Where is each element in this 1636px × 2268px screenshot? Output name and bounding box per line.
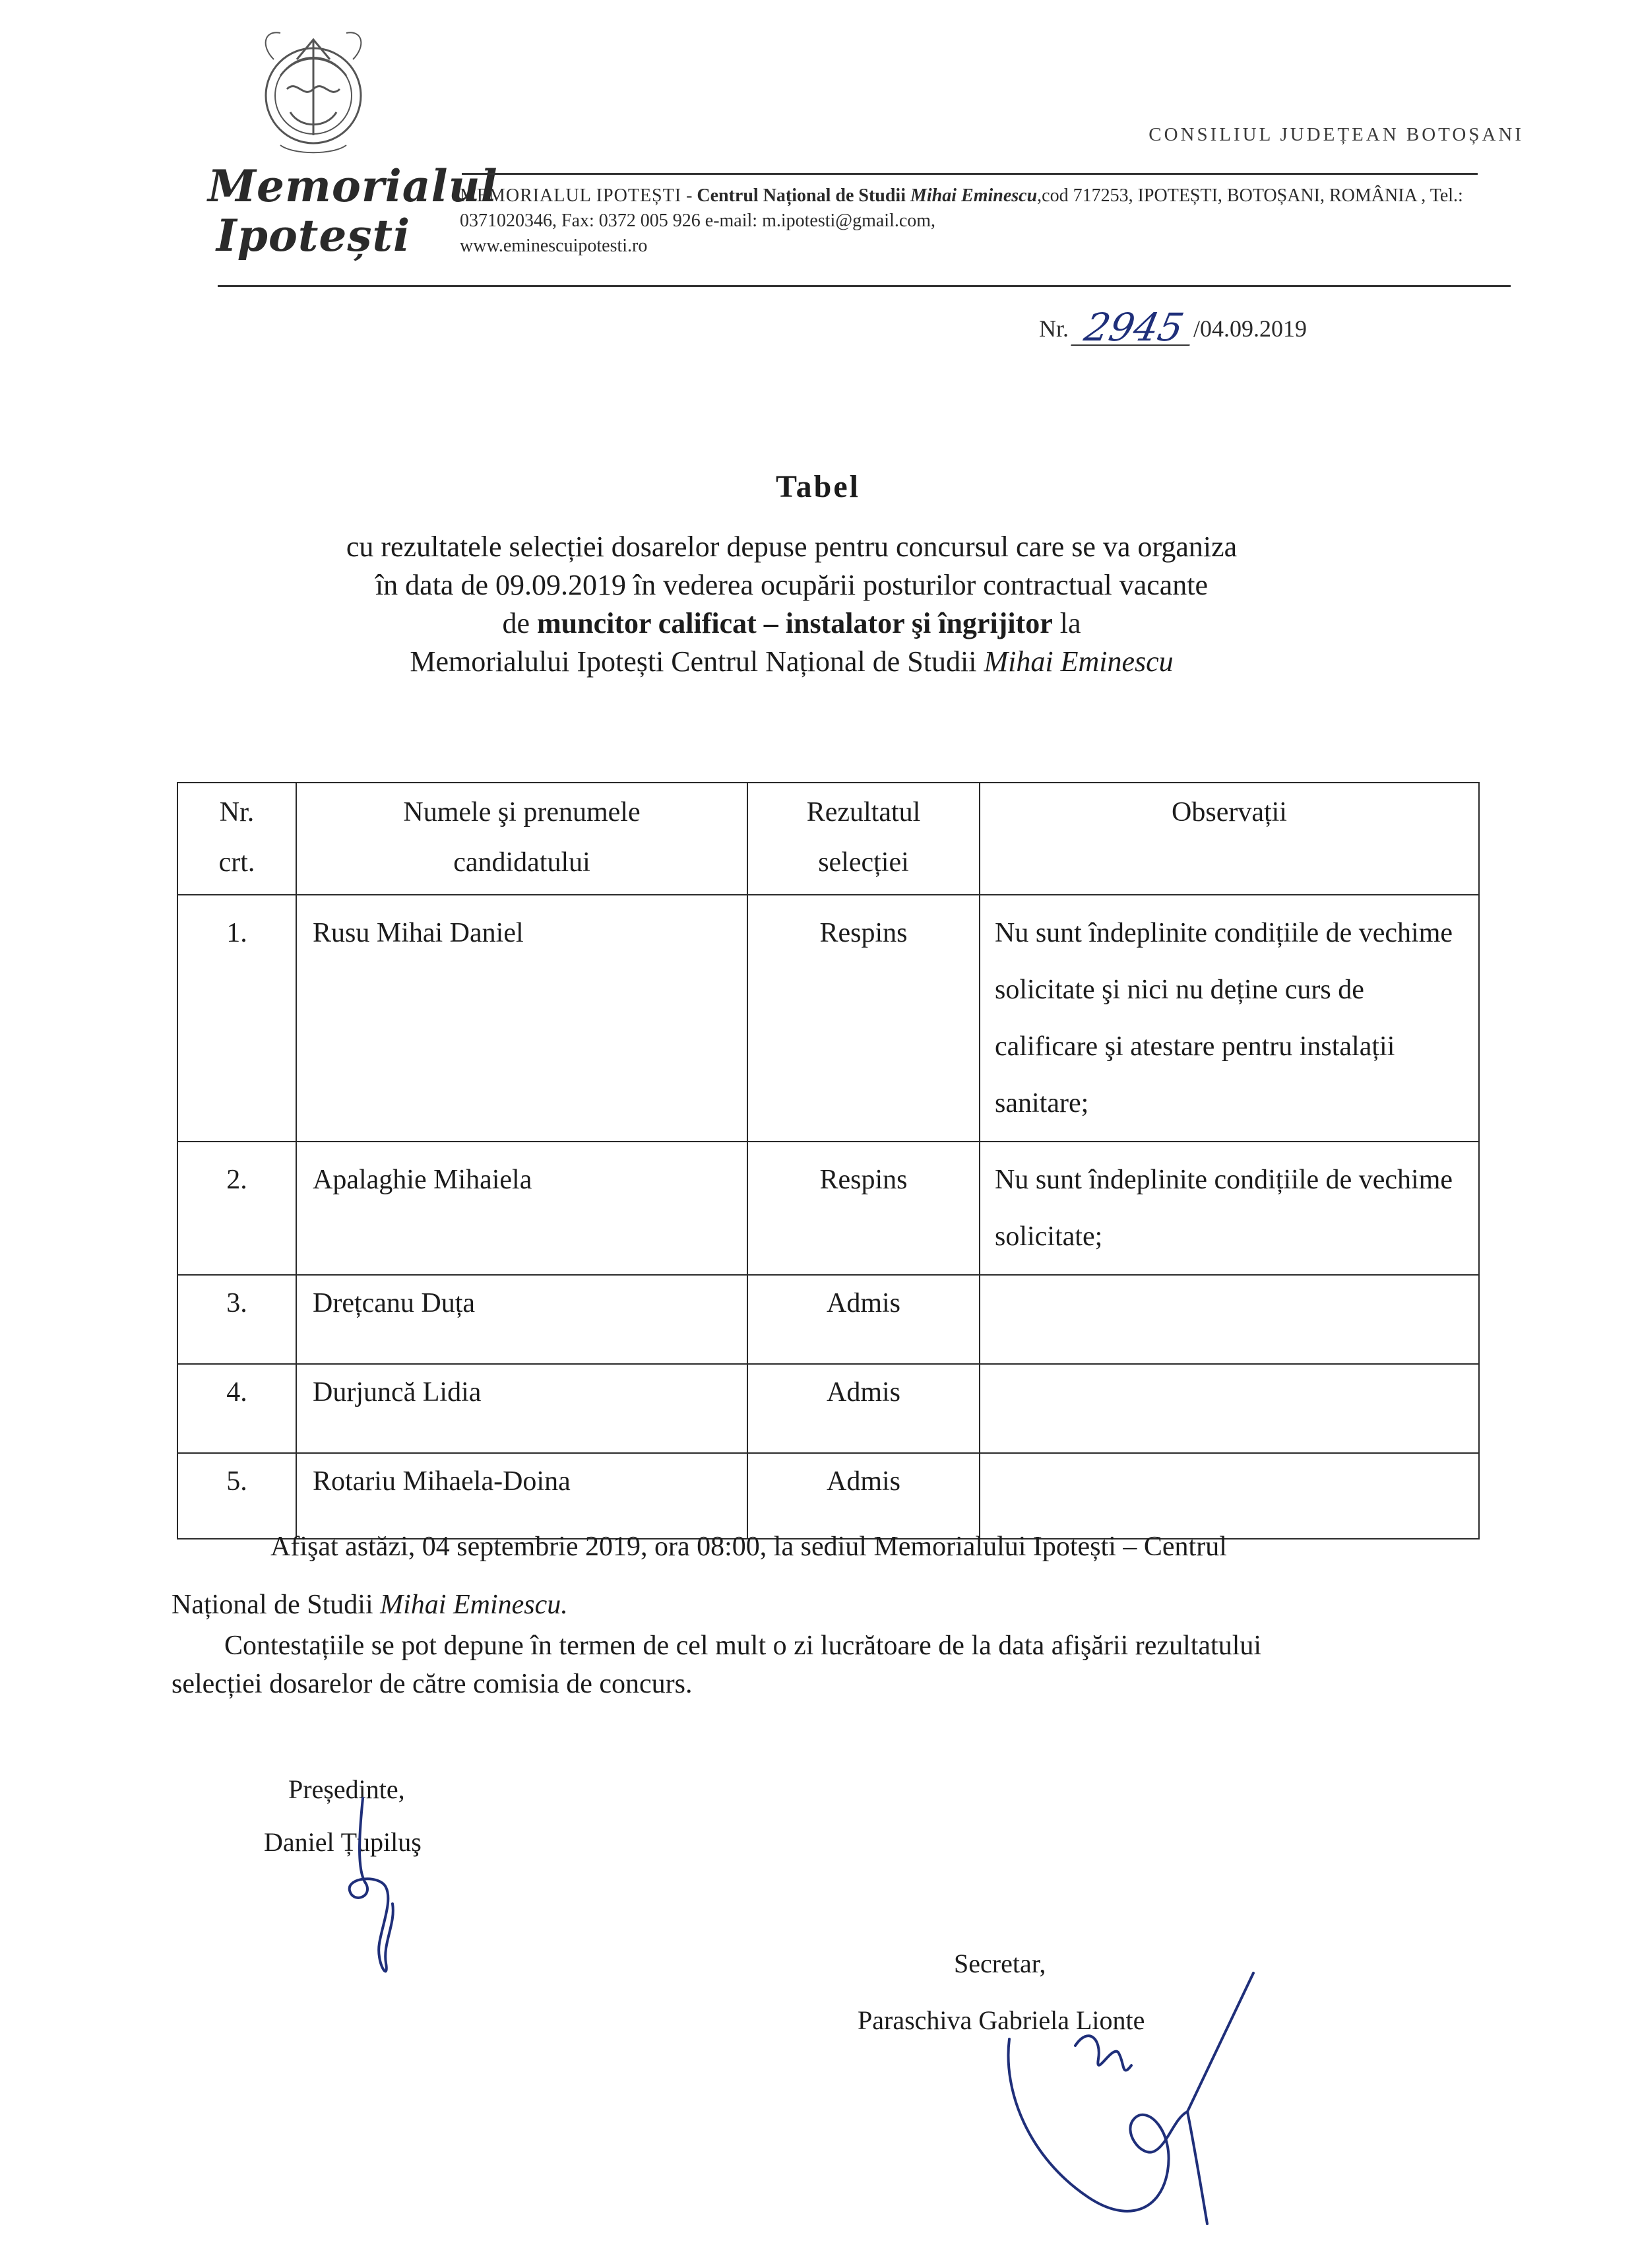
appeal-notice (172, 1627, 1464, 1703)
results-table (177, 782, 1480, 1539)
document-intro (198, 528, 1385, 681)
header-result-line-1: Rezultatul (806, 797, 921, 827)
row-nr: 1. (226, 918, 247, 948)
header-rule-top (462, 173, 1478, 175)
intro-line-4-italic: Mihai Eminescu (984, 645, 1174, 678)
row-nr: 4. (226, 1377, 247, 1408)
row-name: Drețcanu Duța (313, 1288, 476, 1318)
header-rule-bottom (218, 285, 1511, 287)
center-italic: Mihai Eminescu (910, 185, 1038, 206)
registration-prefix: Nr. (1039, 315, 1069, 342)
row-name: Rotariu Mihaela-Doina (313, 1466, 571, 1497)
row-name: Apalaghie Mihaiela (313, 1165, 532, 1195)
memorial-emblem-icon (234, 13, 393, 172)
row-name: Rusu Mihai Daniel (313, 918, 524, 948)
center-prefix: Centrul Național de Studii (697, 185, 910, 206)
president-signature (333, 1792, 425, 1990)
posting-line-1: Afişat astăzi, 04 septembrie 2019, ora 08:00, la sediul Memorialului Ipotești – Centrul (270, 1532, 1227, 1562)
table-header-row (177, 783, 1479, 895)
registration-number (1039, 305, 1307, 350)
header-result-line-2: selecției (818, 847, 909, 878)
row-result: Admis (826, 1466, 900, 1497)
header-nr-line-1: Nr. (219, 797, 255, 827)
row-result: Admis (826, 1288, 900, 1318)
intro-line-4-pre: Memorialului Ipotești Centrul Național de Studii (410, 645, 984, 678)
row-observation: Nu sunt îndeplinite condițiile de vechime solicitate şi nici nu deține curs de calificare şi atestare pentru instalații sanitare; (995, 918, 1453, 1118)
intro-line-3-pre: de (502, 607, 538, 639)
header-observations-text: Observații (1172, 797, 1287, 827)
table-row (177, 1364, 1479, 1453)
logo (208, 13, 498, 271)
document-title: Tabel (776, 469, 860, 504)
intro-positions: muncitor calificat – instalator şi îngrijitor (537, 607, 1053, 639)
table-row (177, 895, 1479, 1142)
posting-notice (172, 1518, 1458, 1634)
logo-line-1: Memorialul (208, 160, 498, 212)
logo-line-2: Ipotești (216, 210, 411, 261)
posting-line-2-italic: Mihai Eminescu. (380, 1590, 568, 1620)
row-observation (980, 1454, 1478, 1472)
header-nr-line-2: crt. (218, 847, 255, 878)
row-observation: Nu sunt îndeplinite condițiile de vechime solicitate; (995, 1165, 1453, 1252)
header-observations (980, 783, 1479, 895)
posting-line-2 (172, 1576, 1458, 1634)
appeal-line-2: selecției dosarelor de către comisia de concurs. (172, 1669, 693, 1699)
intro-line-2: în data de 09.09.2019 în vederea ocupării posturilor contractual vacante (375, 569, 1209, 601)
president-name: Daniel Țupiluş (264, 1827, 422, 1857)
row-result: Admis (826, 1377, 900, 1408)
row-nr: 2. (226, 1165, 247, 1195)
secretary-role: Secretar, (954, 1949, 1046, 1978)
row-result: Respins (819, 918, 908, 948)
row-observation (980, 1365, 1478, 1383)
institution-address (460, 183, 1502, 259)
president-role: Președinte, (288, 1774, 405, 1804)
table-row (177, 1142, 1479, 1275)
row-nr: 5. (226, 1466, 247, 1497)
row-observation (980, 1276, 1478, 1294)
address-rest: ,cod 717253, IPOTEȘTI, BOTOȘANI, ROMÂNIA , Tel.: 0371020346, Fax: 0372 005 926 e-mail: m.ipotesti@gmail.com, (460, 185, 1463, 231)
posting-line-2-pre: Național de Studii (172, 1590, 381, 1620)
row-nr: 3. (226, 1288, 247, 1318)
appeal-line-1: Contestațiile se pot depune în termen de cel mult o zi lucrătoare de la data afişării rezultatului (224, 1631, 1262, 1661)
header-name-line-2: candidatului (453, 847, 590, 878)
secretary-signature (990, 1947, 1267, 2244)
header-result (747, 783, 980, 895)
registration-handwritten-number: 2945 (1071, 310, 1197, 346)
org-separator: - (681, 185, 697, 206)
intro-line-4 (198, 643, 1385, 681)
header-name-line-1: Numele şi prenumele (403, 797, 641, 827)
org-name: MEMORIALUL IPOTEȘTI (460, 185, 682, 206)
intro-line-1: cu rezultatele selecției dosarelor depuse pentru concursul care se va organiza (346, 531, 1238, 563)
row-name: Durjuncă Lidia (313, 1377, 482, 1408)
registration-date: /04.09.2019 (1193, 315, 1307, 342)
website: www.eminescuipotesti.ro (460, 236, 648, 256)
row-result: Respins (819, 1165, 908, 1195)
header-name (296, 783, 747, 895)
intro-line-3-post: la (1052, 607, 1081, 639)
council-name: CONSILIUL JUDEȚEAN BOTOȘANI (1148, 124, 1524, 145)
table-row (177, 1275, 1479, 1364)
intro-line-3 (198, 604, 1385, 643)
header-nr (177, 783, 296, 895)
secretary-name: Paraschiva Gabriela Lionte (858, 2005, 1145, 2035)
